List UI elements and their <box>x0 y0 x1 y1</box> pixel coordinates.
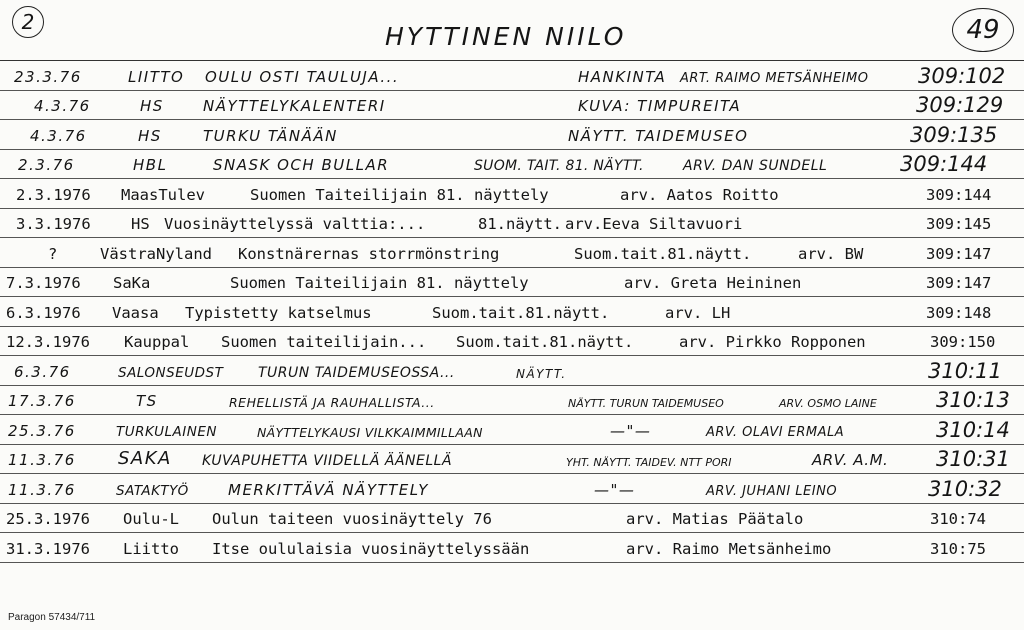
entry-subject: Suom.tait.81.näytt. <box>456 333 634 351</box>
entry-reference: 309:145 <box>926 215 992 233</box>
entry-subject: NÄYTT. <box>516 366 567 381</box>
entry-date: 2.3.1976 <box>16 185 91 204</box>
entry-headline: Suomen Taiteilijain 81. näyttely <box>250 185 549 204</box>
entry-row <box>0 61 1024 91</box>
entry-reviewer: ARV. JUHANI LEINO <box>706 483 838 499</box>
entry-headline: Oulun taiteen vuosinäyttely 76 <box>212 510 492 528</box>
entry-reviewer: arv. Aatos Roitto <box>620 185 779 204</box>
card-number: 49 <box>952 8 1014 52</box>
entry-reviewer: ARV. A.M. <box>812 451 889 469</box>
entry-paper: Liitto <box>123 539 179 558</box>
entry-subject: YHT. NÄYTT. TAIDEV. NTT PORI <box>566 456 732 469</box>
entry-headline: Typistetty katselmus <box>185 303 372 322</box>
entry-paper: LIITTO <box>128 67 185 86</box>
entry-reference: 309:102 <box>918 63 1006 88</box>
entry-date: 25.3.1976 <box>6 510 90 528</box>
entry-date: 11.3.76 <box>8 480 76 499</box>
corner-number: 2 <box>12 6 44 38</box>
entry-date: 17.3.76 <box>8 392 76 410</box>
entry-headline: Suomen Taiteilijain 81. näyttely <box>230 274 529 292</box>
entry-subject: HANKINTA <box>578 67 667 86</box>
entry-paper: HBL <box>133 156 168 174</box>
entry-date: 6.3.1976 <box>6 303 81 322</box>
entry-paper: SATAKTYÖ <box>116 482 189 499</box>
entry-reference: 310:74 <box>930 510 986 528</box>
entry-subject: NÄYTT. TURUN TAIDEMUSEO <box>568 397 724 410</box>
entry-row <box>0 474 1024 504</box>
entry-reference: 309:135 <box>910 122 998 147</box>
entry-headline: NÄYTTELYKALENTERI <box>203 97 386 115</box>
entry-subject: —"— <box>594 480 636 499</box>
entry-paper: TS <box>136 392 158 410</box>
entry-row <box>0 386 1024 416</box>
entry-headline: OULU OSTI TAULUJA... <box>205 67 400 86</box>
entry-date: 2.3.76 <box>18 156 75 174</box>
entry-reference: 310:75 <box>930 539 986 558</box>
entry-reference: 310:14 <box>936 417 1010 442</box>
entry-row <box>0 238 1024 268</box>
entry-subject: KUVA: TIMPUREITA <box>578 97 742 115</box>
entry-reference: 310:32 <box>928 476 1002 501</box>
entry-paper: SALONSEUDST <box>118 364 224 381</box>
entry-headline: TURKU TÄNÄÄN <box>203 126 338 145</box>
entry-date: 11.3.76 <box>8 451 76 469</box>
entry-reference: 309:129 <box>916 93 1004 117</box>
entry-reviewer: ARV. OLAVI ERMALA <box>706 424 845 440</box>
entry-paper: MaasTulev <box>121 185 205 204</box>
entry-row <box>0 297 1024 327</box>
entry-subject: Suom.tait.81.näytt. <box>574 244 752 263</box>
entry-paper: SAKA <box>118 448 172 469</box>
entry-reference: 310:11 <box>928 358 1002 383</box>
entry-headline: SNASK OCH BULLAR <box>213 156 390 174</box>
entry-row <box>0 150 1024 180</box>
entry-row <box>0 533 1024 563</box>
entry-headline: TURUN TAIDEMUSEOSSA... <box>258 364 455 381</box>
entry-paper: TURKULAINEN <box>116 423 217 440</box>
entry-headline: REHELLISTÄ JA RAUHALLISTA... <box>229 395 435 410</box>
entry-reference: 310:31 <box>936 447 1010 471</box>
entry-headline: Konstnärernas storrmönstring <box>238 244 500 263</box>
entry-reference: 309:150 <box>930 333 996 351</box>
entry-paper: VästraNyland <box>100 244 212 263</box>
entry-subject: 81.näytt. <box>478 215 562 233</box>
entry-row <box>0 327 1024 357</box>
entry-subject: —"— <box>610 421 652 440</box>
entry-paper: HS <box>131 215 150 233</box>
entry-headline: Vuosinäyttelyssä valttia:... <box>164 215 426 233</box>
entry-paper: Oulu-L <box>123 510 179 528</box>
entry-headline: Suomen taiteilijain... <box>221 333 427 351</box>
entry-paper: Kauppal <box>124 333 190 351</box>
entry-reference: 309:144 <box>926 185 992 204</box>
entry-date: 6.3.76 <box>14 362 71 381</box>
entry-subject: Suom.tait.81.näytt. <box>432 303 610 322</box>
entry-row <box>0 415 1024 445</box>
entry-headline: Itse oululaisia vuosinäyttelyssään <box>212 539 530 558</box>
entry-date: 7.3.1976 <box>6 274 81 292</box>
entry-row <box>0 91 1024 121</box>
entry-row <box>0 445 1024 475</box>
entry-subject: SUOM. TAIT. 81. NÄYTT. <box>474 158 644 174</box>
entry-row <box>0 179 1024 209</box>
entry-row <box>0 209 1024 239</box>
entry-reference: 310:13 <box>936 388 1010 412</box>
entry-reviewer: arv.Eeva Siltavuori <box>565 215 743 233</box>
entry-reviewer: ARV. OSMO LAINE <box>779 397 877 410</box>
entry-list <box>0 60 1024 563</box>
entry-headline: KUVAPUHETTA VIIDELLÄ ÄÄNELLÄ <box>202 453 453 469</box>
entry-subject: NÄYTT. TAIDEMUSEO <box>568 126 749 145</box>
entry-reviewer: arv. Raimo Metsänheimo <box>626 539 832 558</box>
entry-date: 4.3.76 <box>34 97 91 115</box>
entry-date: 3.3.1976 <box>16 215 91 233</box>
entry-reviewer: ART. RAIMO METSÄNHEIMO <box>680 70 869 86</box>
entry-reviewer: arv. Pirkko Ropponen <box>679 333 866 351</box>
entry-paper: HS <box>138 126 162 145</box>
entry-reviewer: arv. Matias Päätalo <box>626 510 804 528</box>
entry-reference: 309:147 <box>926 244 992 263</box>
print-mark: Paragon 57434/711 <box>8 612 96 623</box>
entry-headline: MERKITTÄVÄ NÄYTTELY <box>228 480 429 499</box>
entry-reference: 309:148 <box>926 303 992 322</box>
entry-paper: Vaasa <box>112 303 159 322</box>
entry-date: ? <box>48 244 58 263</box>
entry-date: 4.3.76 <box>30 126 87 145</box>
entry-reference: 309:147 <box>926 274 992 292</box>
entry-row <box>0 356 1024 386</box>
entry-date: 25.3.76 <box>8 421 76 440</box>
entry-reviewer: arv. BW <box>798 244 864 263</box>
entry-reviewer: arv. Greta Heininen <box>624 274 802 292</box>
entry-date: 23.3.76 <box>14 67 82 86</box>
entry-paper: SaKa <box>113 274 151 292</box>
entry-row <box>0 504 1024 534</box>
entry-row <box>0 120 1024 150</box>
card-title: HYTTINEN NIILO <box>385 22 627 51</box>
entry-reviewer: ARV. DAN SUNDELL <box>683 158 828 174</box>
entry-headline: NÄYTTELYKAUSI VILKKAIMMILLAAN <box>257 424 483 440</box>
entry-reviewer: arv. LH <box>665 303 731 322</box>
entry-row <box>0 268 1024 298</box>
entry-date: 12.3.1976 <box>6 333 90 351</box>
entry-paper: HS <box>140 97 164 115</box>
entry-reference: 309:144 <box>900 152 988 176</box>
entry-date: 31.3.1976 <box>6 539 90 558</box>
